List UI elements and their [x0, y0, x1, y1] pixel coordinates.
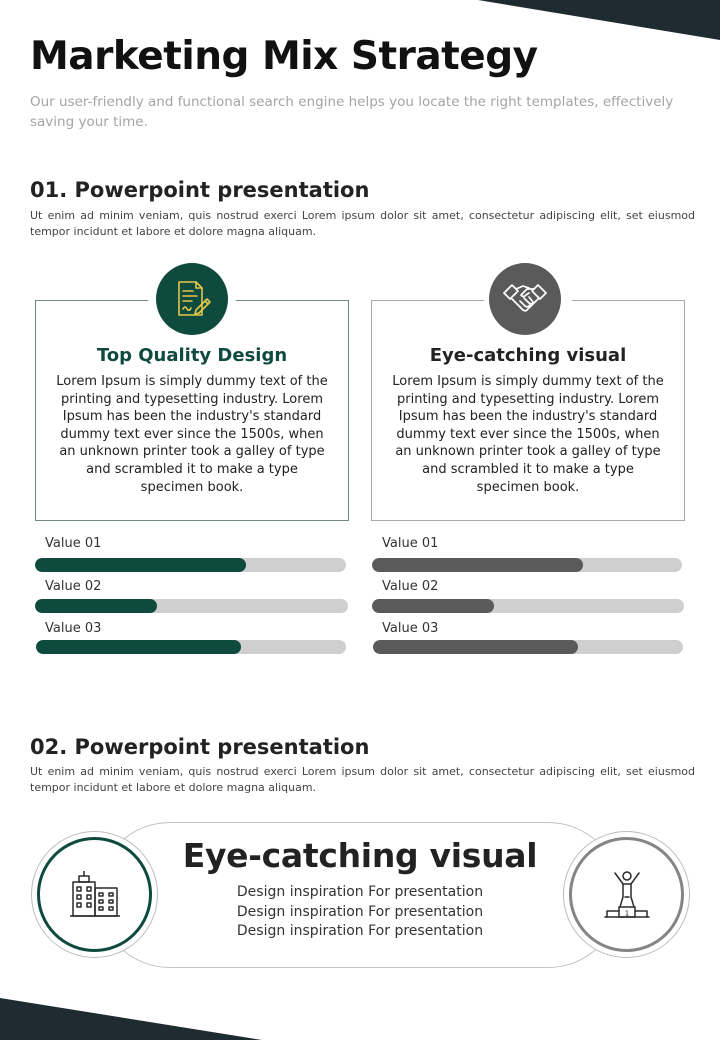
card-icon-badge — [489, 263, 561, 335]
banner-left-ring — [31, 831, 158, 958]
progress-bar — [36, 640, 346, 654]
page-subtitle: Our user-friendly and functional search engine helps you locate the right templates, effectively saving your time. — [30, 94, 674, 130]
progress-bar-fill — [36, 640, 241, 654]
banner-line: Design inspiration For presentation — [236, 923, 484, 939]
section-2-description: Ut enim ad minim veniam, quis nostrud exerci Lorem ipsum dolor sit amet, consectetur adipiscing elit, set eiusmod tempor incidunt et labore et dolore magna aliquam. — [30, 765, 695, 794]
banner-line: Design inspiration For presentation — [236, 903, 484, 920]
banner-line: Design inspiration For presentation — [236, 884, 484, 900]
progress-bar-fill — [35, 558, 246, 572]
banner-right-ring-inner — [569, 837, 684, 952]
bar-label: Value 02 — [45, 579, 102, 594]
progress-bar — [373, 640, 683, 654]
office-buildings-icon — [68, 868, 122, 922]
card-icon-badge — [156, 263, 228, 335]
banner-left-ring-inner — [37, 837, 152, 952]
bar-label: Value 03 — [382, 621, 439, 636]
page-title: Marketing Mix Strategy — [30, 34, 538, 79]
card-title: Eye-catching visual — [429, 345, 627, 366]
progress-bar — [35, 599, 348, 613]
bottom-corner-decoration — [0, 998, 720, 1040]
card-text: Lorem Ipsum is simply dummy text of the printing and typesetting industry. Lorem Ipsum has been the industry's standard dummy text ever since the 1500s, when an unknown printer took a galley of type and scrambled it to make a type specimen book. — [392, 374, 664, 495]
card-text: Lorem Ipsum is simply dummy text of the printing and typesetting industry. Lorem Ipsum has been the industry's standard dummy text ever since the 1500s, when an unknown printer took a galley of type and scrambled it to make a type specimen book. — [56, 374, 328, 495]
progress-bar — [35, 558, 346, 572]
progress-bar-fill — [372, 558, 583, 572]
bar-label: Value 01 — [382, 536, 439, 551]
progress-bar — [372, 599, 684, 613]
handshake-icon — [501, 275, 549, 323]
winner-podium-icon — [599, 867, 655, 923]
progress-bar — [372, 558, 682, 572]
contract-signing-icon — [170, 277, 214, 321]
bar-label: Value 01 — [45, 536, 102, 551]
progress-bar-fill — [35, 599, 157, 613]
podium-label: 1 — [624, 909, 629, 917]
section-1-title: 01. Powerpoint presentation — [30, 178, 370, 202]
card-title: Top Quality Design — [96, 345, 288, 366]
section-2-title: 02. Powerpoint presentation — [30, 735, 370, 759]
progress-bar-fill — [373, 640, 578, 654]
progress-bar-fill — [372, 599, 494, 613]
section-1-description: Ut enim ad minim veniam, quis nostrud exerci Lorem ipsum dolor sit amet, consectetur adipiscing elit, set eiusmod tempor incidunt et labore et dolore magna aliquam. — [30, 209, 695, 238]
banner-right-ring — [563, 831, 690, 958]
bar-label: Value 03 — [45, 621, 102, 636]
bar-label: Value 02 — [382, 579, 439, 594]
banner-title: Eye-catching visual — [182, 836, 538, 875]
